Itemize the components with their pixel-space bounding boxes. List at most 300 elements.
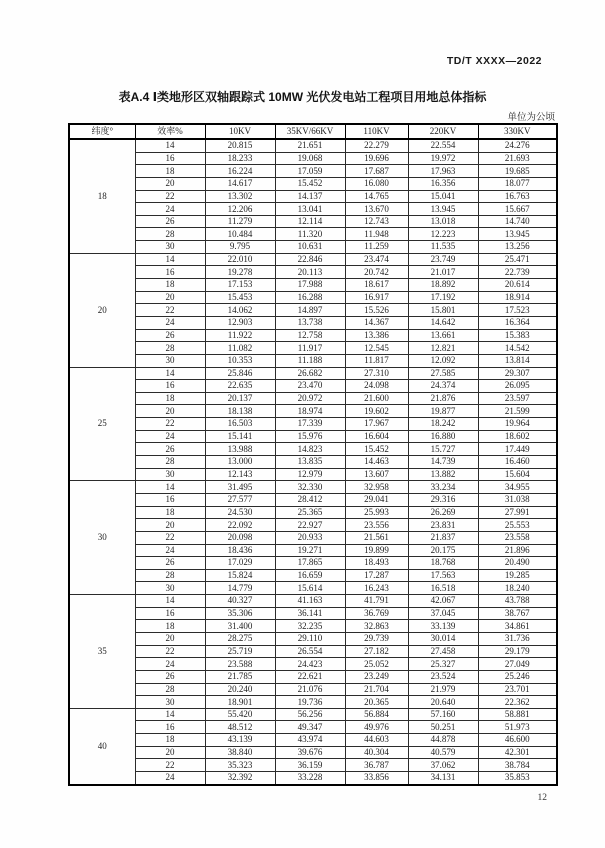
- efficiency-cell: 18: [135, 279, 205, 292]
- value-cell: 18.436: [205, 544, 275, 557]
- value-cell: 9.795: [205, 241, 275, 254]
- value-cell: 24.098: [345, 380, 408, 393]
- table-title: 表A.4 Ⅰ类地形区双轴跟踪式 10MW 光伏发电站工程项目用地总体指标: [118, 90, 487, 104]
- value-cell: 16.288: [275, 291, 345, 304]
- value-cell: 19.736: [275, 696, 345, 709]
- value-cell: 25.246: [478, 670, 557, 683]
- value-cell: 49.976: [345, 721, 408, 734]
- value-cell: 17.287: [345, 569, 408, 582]
- efficiency-cell: 28: [135, 683, 205, 696]
- efficiency-cell: 26: [135, 443, 205, 456]
- value-cell: 17.963: [408, 165, 478, 178]
- table-row: [69, 152, 557, 165]
- value-cell: 46.600: [478, 734, 557, 747]
- table-row: [69, 215, 557, 228]
- value-cell: 22.554: [408, 139, 478, 152]
- value-cell: 32.392: [205, 772, 275, 785]
- value-cell: 22.092: [205, 519, 275, 532]
- column-header: 220KV: [408, 124, 478, 139]
- value-cell: 18.493: [345, 557, 408, 570]
- value-cell: 25.719: [205, 645, 275, 658]
- value-cell: 23.597: [478, 392, 557, 405]
- value-cell: 37.045: [408, 607, 478, 620]
- value-cell: 12.821: [408, 342, 478, 355]
- value-cell: 35.323: [205, 759, 275, 772]
- efficiency-cell: 14: [135, 595, 205, 608]
- value-cell: 26.554: [275, 645, 345, 658]
- efficiency-cell: 14: [135, 139, 205, 152]
- value-cell: 20.137: [205, 392, 275, 405]
- value-cell: 20.742: [345, 266, 408, 279]
- value-cell: 16.763: [478, 190, 557, 203]
- efficiency-cell: 22: [135, 645, 205, 658]
- value-cell: 17.967: [345, 418, 408, 431]
- value-cell: 19.964: [478, 418, 557, 431]
- value-cell: 22.279: [345, 139, 408, 152]
- value-cell: 12.092: [408, 354, 478, 367]
- value-cell: 20.098: [205, 531, 275, 544]
- value-cell: 11.917: [275, 342, 345, 355]
- efficiency-cell: 22: [135, 759, 205, 772]
- efficiency-cell: 26: [135, 215, 205, 228]
- efficiency-cell: 16: [135, 493, 205, 506]
- value-cell: 36.159: [275, 759, 345, 772]
- value-cell: 23.558: [478, 531, 557, 544]
- value-cell: 29.739: [345, 632, 408, 645]
- value-cell: 15.824: [205, 569, 275, 582]
- value-cell: 48.512: [205, 721, 275, 734]
- value-cell: 25.553: [478, 519, 557, 532]
- efficiency-cell: 24: [135, 316, 205, 329]
- value-cell: 39.676: [275, 746, 345, 759]
- value-cell: 23.749: [408, 253, 478, 266]
- table-header: [69, 124, 557, 139]
- value-cell: 19.972: [408, 152, 478, 165]
- value-cell: 19.696: [345, 152, 408, 165]
- efficiency-cell: 18: [135, 506, 205, 519]
- value-cell: 16.356: [408, 177, 478, 190]
- table-row: [69, 430, 557, 443]
- table-row: [69, 380, 557, 393]
- efficiency-cell: 14: [135, 367, 205, 380]
- efficiency-cell: 24: [135, 544, 205, 557]
- value-cell: 16.604: [345, 430, 408, 443]
- value-cell: 23.588: [205, 658, 275, 671]
- value-cell: 14.542: [478, 342, 557, 355]
- efficiency-cell: 18: [135, 620, 205, 633]
- value-cell: 23.556: [345, 519, 408, 532]
- value-cell: 27.991: [478, 506, 557, 519]
- value-cell: 15.614: [275, 582, 345, 595]
- table-row: [69, 506, 557, 519]
- value-cell: 11.259: [345, 241, 408, 254]
- value-cell: 25.471: [478, 253, 557, 266]
- efficiency-cell: 16: [135, 380, 205, 393]
- efficiency-cell: 20: [135, 405, 205, 418]
- value-cell: 20.240: [205, 683, 275, 696]
- value-cell: 21.651: [275, 139, 345, 152]
- value-cell: 18.138: [205, 405, 275, 418]
- value-cell: 14.739: [408, 456, 478, 469]
- value-cell: 20.490: [478, 557, 557, 570]
- efficiency-cell: 28: [135, 569, 205, 582]
- value-cell: 13.945: [478, 228, 557, 241]
- value-cell: 24.423: [275, 658, 345, 671]
- value-cell: 12.903: [205, 316, 275, 329]
- table-row: [69, 721, 557, 734]
- value-cell: 20.815: [205, 139, 275, 152]
- value-cell: 11.922: [205, 329, 275, 342]
- value-cell: 38.840: [205, 746, 275, 759]
- value-cell: 25.052: [345, 658, 408, 671]
- value-cell: 14.765: [345, 190, 408, 203]
- value-cell: 28.275: [205, 632, 275, 645]
- value-cell: 25.327: [408, 658, 478, 671]
- table-row: [69, 139, 557, 152]
- value-cell: 49.347: [275, 721, 345, 734]
- value-cell: 11.535: [408, 241, 478, 254]
- value-cell: 34.861: [478, 620, 557, 633]
- table-row: [69, 354, 557, 367]
- value-cell: 56.884: [345, 708, 408, 721]
- value-cell: 18.602: [478, 430, 557, 443]
- column-header: 纬度°: [69, 124, 135, 139]
- value-cell: 29.110: [275, 632, 345, 645]
- value-cell: 18.914: [478, 291, 557, 304]
- value-cell: 25.365: [275, 506, 345, 519]
- value-cell: 17.449: [478, 443, 557, 456]
- value-cell: 43.788: [478, 595, 557, 608]
- value-cell: 17.059: [275, 165, 345, 178]
- value-cell: 12.114: [275, 215, 345, 228]
- value-cell: 17.523: [478, 304, 557, 317]
- value-cell: 43.974: [275, 734, 345, 747]
- latitude-cell: 35: [69, 595, 135, 709]
- value-cell: 37.062: [408, 759, 478, 772]
- value-cell: 21.785: [205, 670, 275, 683]
- table-row: [69, 746, 557, 759]
- value-cell: 32.958: [345, 481, 408, 494]
- table-row: [69, 228, 557, 241]
- value-cell: 29.179: [478, 645, 557, 658]
- value-cell: 17.153: [205, 279, 275, 292]
- value-cell: 31.495: [205, 481, 275, 494]
- value-cell: 35.306: [205, 607, 275, 620]
- table-row: [69, 734, 557, 747]
- value-cell: 27.577: [205, 493, 275, 506]
- value-cell: 29.307: [478, 367, 557, 380]
- value-cell: 19.068: [275, 152, 345, 165]
- value-cell: 11.188: [275, 354, 345, 367]
- value-cell: 22.739: [478, 266, 557, 279]
- table-row: [69, 481, 557, 494]
- value-cell: 19.685: [478, 165, 557, 178]
- efficiency-cell: 20: [135, 746, 205, 759]
- value-cell: 32.863: [345, 620, 408, 633]
- table-row: [69, 645, 557, 658]
- value-cell: 31.736: [478, 632, 557, 645]
- unit-note: 单位为公顷: [507, 113, 555, 123]
- table-row: [69, 316, 557, 329]
- efficiency-cell: 16: [135, 607, 205, 620]
- value-cell: 23.831: [408, 519, 478, 532]
- column-header: 330KV: [478, 124, 557, 139]
- value-cell: 22.010: [205, 253, 275, 266]
- value-cell: 15.526: [345, 304, 408, 317]
- value-cell: 12.979: [275, 468, 345, 481]
- table-row: [69, 342, 557, 355]
- value-cell: 17.029: [205, 557, 275, 570]
- value-cell: 22.927: [275, 519, 345, 532]
- column-header: 10KV: [205, 124, 275, 139]
- value-cell: 36.787: [345, 759, 408, 772]
- value-cell: 12.758: [275, 329, 345, 342]
- table-row: [69, 456, 557, 469]
- value-cell: 40.304: [345, 746, 408, 759]
- value-cell: 23.524: [408, 670, 478, 683]
- table-row: [69, 493, 557, 506]
- value-cell: 20.614: [478, 279, 557, 292]
- value-cell: 44.878: [408, 734, 478, 747]
- efficiency-cell: 24: [135, 203, 205, 216]
- value-cell: 17.988: [275, 279, 345, 292]
- value-cell: 21.600: [345, 392, 408, 405]
- value-cell: 34.955: [478, 481, 557, 494]
- table-row: [69, 759, 557, 772]
- value-cell: 15.383: [478, 329, 557, 342]
- value-cell: 24.276: [478, 139, 557, 152]
- value-cell: 18.242: [408, 418, 478, 431]
- value-cell: 11.817: [345, 354, 408, 367]
- table-row: [69, 165, 557, 178]
- value-cell: 13.945: [408, 203, 478, 216]
- efficiency-cell: 22: [135, 531, 205, 544]
- table-row: [69, 683, 557, 696]
- table-row: [69, 279, 557, 292]
- efficiency-cell: 30: [135, 582, 205, 595]
- value-cell: 27.458: [408, 645, 478, 658]
- efficiency-cell: 14: [135, 253, 205, 266]
- value-cell: 21.896: [478, 544, 557, 557]
- efficiency-cell: 26: [135, 557, 205, 570]
- table-row: [69, 266, 557, 279]
- value-cell: 18.617: [345, 279, 408, 292]
- value-cell: 30.014: [408, 632, 478, 645]
- value-cell: 17.687: [345, 165, 408, 178]
- value-cell: 13.661: [408, 329, 478, 342]
- value-cell: 22.362: [478, 696, 557, 709]
- value-cell: 14.137: [275, 190, 345, 203]
- value-cell: 33.139: [408, 620, 478, 633]
- efficiency-cell: 28: [135, 342, 205, 355]
- value-cell: 19.602: [345, 405, 408, 418]
- value-cell: 18.974: [275, 405, 345, 418]
- efficiency-cell: 14: [135, 708, 205, 721]
- value-cell: 20.972: [275, 392, 345, 405]
- value-cell: 21.076: [275, 683, 345, 696]
- value-cell: 23.470: [275, 380, 345, 393]
- latitude-cell: 20: [69, 253, 135, 367]
- latitude-cell: 40: [69, 708, 135, 784]
- table-row: [69, 405, 557, 418]
- value-cell: 16.224: [205, 165, 275, 178]
- value-cell: 22.635: [205, 380, 275, 393]
- value-cell: 43.139: [205, 734, 275, 747]
- value-cell: 21.599: [478, 405, 557, 418]
- value-cell: 26.269: [408, 506, 478, 519]
- value-cell: 44.603: [345, 734, 408, 747]
- table-row: [69, 670, 557, 683]
- value-cell: 58.881: [478, 708, 557, 721]
- value-cell: 13.256: [478, 241, 557, 254]
- value-cell: 38.784: [478, 759, 557, 772]
- table-row: [69, 708, 557, 721]
- value-cell: 13.882: [408, 468, 478, 481]
- value-cell: 22.621: [275, 670, 345, 683]
- efficiency-cell: 30: [135, 696, 205, 709]
- value-cell: 22.846: [275, 253, 345, 266]
- efficiency-cell: 28: [135, 456, 205, 469]
- value-cell: 11.948: [345, 228, 408, 241]
- value-cell: 14.740: [478, 215, 557, 228]
- table-row: [69, 190, 557, 203]
- value-cell: 18.240: [478, 582, 557, 595]
- value-cell: 19.285: [478, 569, 557, 582]
- value-cell: 57.160: [408, 708, 478, 721]
- efficiency-cell: 16: [135, 721, 205, 734]
- value-cell: 16.917: [345, 291, 408, 304]
- efficiency-cell: 18: [135, 165, 205, 178]
- value-cell: 19.899: [345, 544, 408, 557]
- value-cell: 16.243: [345, 582, 408, 595]
- value-cell: 21.017: [408, 266, 478, 279]
- value-cell: 14.823: [275, 443, 345, 456]
- table-row: [69, 177, 557, 190]
- page-number: 12: [537, 793, 547, 803]
- value-cell: 16.659: [275, 569, 345, 582]
- document-reference: TD/T XXXX—2022: [446, 55, 542, 67]
- value-cell: 33.228: [275, 772, 345, 785]
- table-row: [69, 632, 557, 645]
- value-cell: 41.791: [345, 595, 408, 608]
- latitude-cell: 25: [69, 367, 135, 481]
- table-row: [69, 582, 557, 595]
- table-row: [69, 531, 557, 544]
- value-cell: 33.856: [345, 772, 408, 785]
- value-cell: 24.530: [205, 506, 275, 519]
- value-cell: 11.279: [205, 215, 275, 228]
- table-row: [69, 253, 557, 266]
- value-cell: 12.743: [345, 215, 408, 228]
- table-row: [69, 367, 557, 380]
- efficiency-cell: 22: [135, 304, 205, 317]
- value-cell: 29.041: [345, 493, 408, 506]
- value-cell: 16.080: [345, 177, 408, 190]
- land-use-indicator-table: [68, 123, 558, 786]
- value-cell: 21.693: [478, 152, 557, 165]
- header-row: [69, 124, 557, 139]
- table-row: [69, 557, 557, 570]
- value-cell: 13.670: [345, 203, 408, 216]
- value-cell: 20.933: [275, 531, 345, 544]
- value-cell: 15.041: [408, 190, 478, 203]
- value-cell: 15.452: [275, 177, 345, 190]
- value-cell: 20.113: [275, 266, 345, 279]
- efficiency-cell: 16: [135, 152, 205, 165]
- value-cell: 34.131: [408, 772, 478, 785]
- value-cell: 13.302: [205, 190, 275, 203]
- efficiency-cell: 18: [135, 392, 205, 405]
- efficiency-cell: 22: [135, 418, 205, 431]
- latitude-cell: 30: [69, 481, 135, 595]
- value-cell: 15.141: [205, 430, 275, 443]
- value-cell: 12.206: [205, 203, 275, 216]
- value-cell: 13.814: [478, 354, 557, 367]
- table-row: [69, 304, 557, 317]
- value-cell: 13.738: [275, 316, 345, 329]
- value-cell: 18.892: [408, 279, 478, 292]
- value-cell: 19.278: [205, 266, 275, 279]
- efficiency-cell: 30: [135, 468, 205, 481]
- value-cell: 14.897: [275, 304, 345, 317]
- value-cell: 11.320: [275, 228, 345, 241]
- value-cell: 40.327: [205, 595, 275, 608]
- table-row: [69, 468, 557, 481]
- value-cell: 26.095: [478, 380, 557, 393]
- value-cell: 25.846: [205, 367, 275, 380]
- value-cell: 14.463: [345, 456, 408, 469]
- value-cell: 27.310: [345, 367, 408, 380]
- value-cell: 31.400: [205, 620, 275, 633]
- column-header: 效率%: [135, 124, 205, 139]
- table-row: [69, 544, 557, 557]
- table-row: [69, 696, 557, 709]
- value-cell: 21.979: [408, 683, 478, 696]
- table-body: [69, 139, 557, 785]
- value-cell: 16.460: [478, 456, 557, 469]
- efficiency-cell: 30: [135, 241, 205, 254]
- table-row: [69, 203, 557, 216]
- value-cell: 17.339: [275, 418, 345, 431]
- value-cell: 21.704: [345, 683, 408, 696]
- value-cell: 21.876: [408, 392, 478, 405]
- efficiency-cell: 20: [135, 519, 205, 532]
- value-cell: 19.271: [275, 544, 345, 557]
- value-cell: 17.865: [275, 557, 345, 570]
- value-cell: 31.038: [478, 493, 557, 506]
- value-cell: 18.077: [478, 177, 557, 190]
- value-cell: 13.018: [408, 215, 478, 228]
- value-cell: 20.365: [345, 696, 408, 709]
- value-cell: 16.503: [205, 418, 275, 431]
- efficiency-cell: 26: [135, 329, 205, 342]
- value-cell: 15.453: [205, 291, 275, 304]
- value-cell: 16.880: [408, 430, 478, 443]
- efficiency-cell: 22: [135, 190, 205, 203]
- column-header: 35KV/66KV: [275, 124, 345, 139]
- value-cell: 13.041: [275, 203, 345, 216]
- efficiency-cell: 26: [135, 670, 205, 683]
- value-cell: 16.518: [408, 582, 478, 595]
- efficiency-cell: 18: [135, 734, 205, 747]
- efficiency-cell: 24: [135, 430, 205, 443]
- value-cell: 28.412: [275, 493, 345, 506]
- value-cell: 10.631: [275, 241, 345, 254]
- efficiency-cell: 28: [135, 228, 205, 241]
- value-cell: 10.353: [205, 354, 275, 367]
- value-cell: 13.988: [205, 443, 275, 456]
- efficiency-cell: 30: [135, 354, 205, 367]
